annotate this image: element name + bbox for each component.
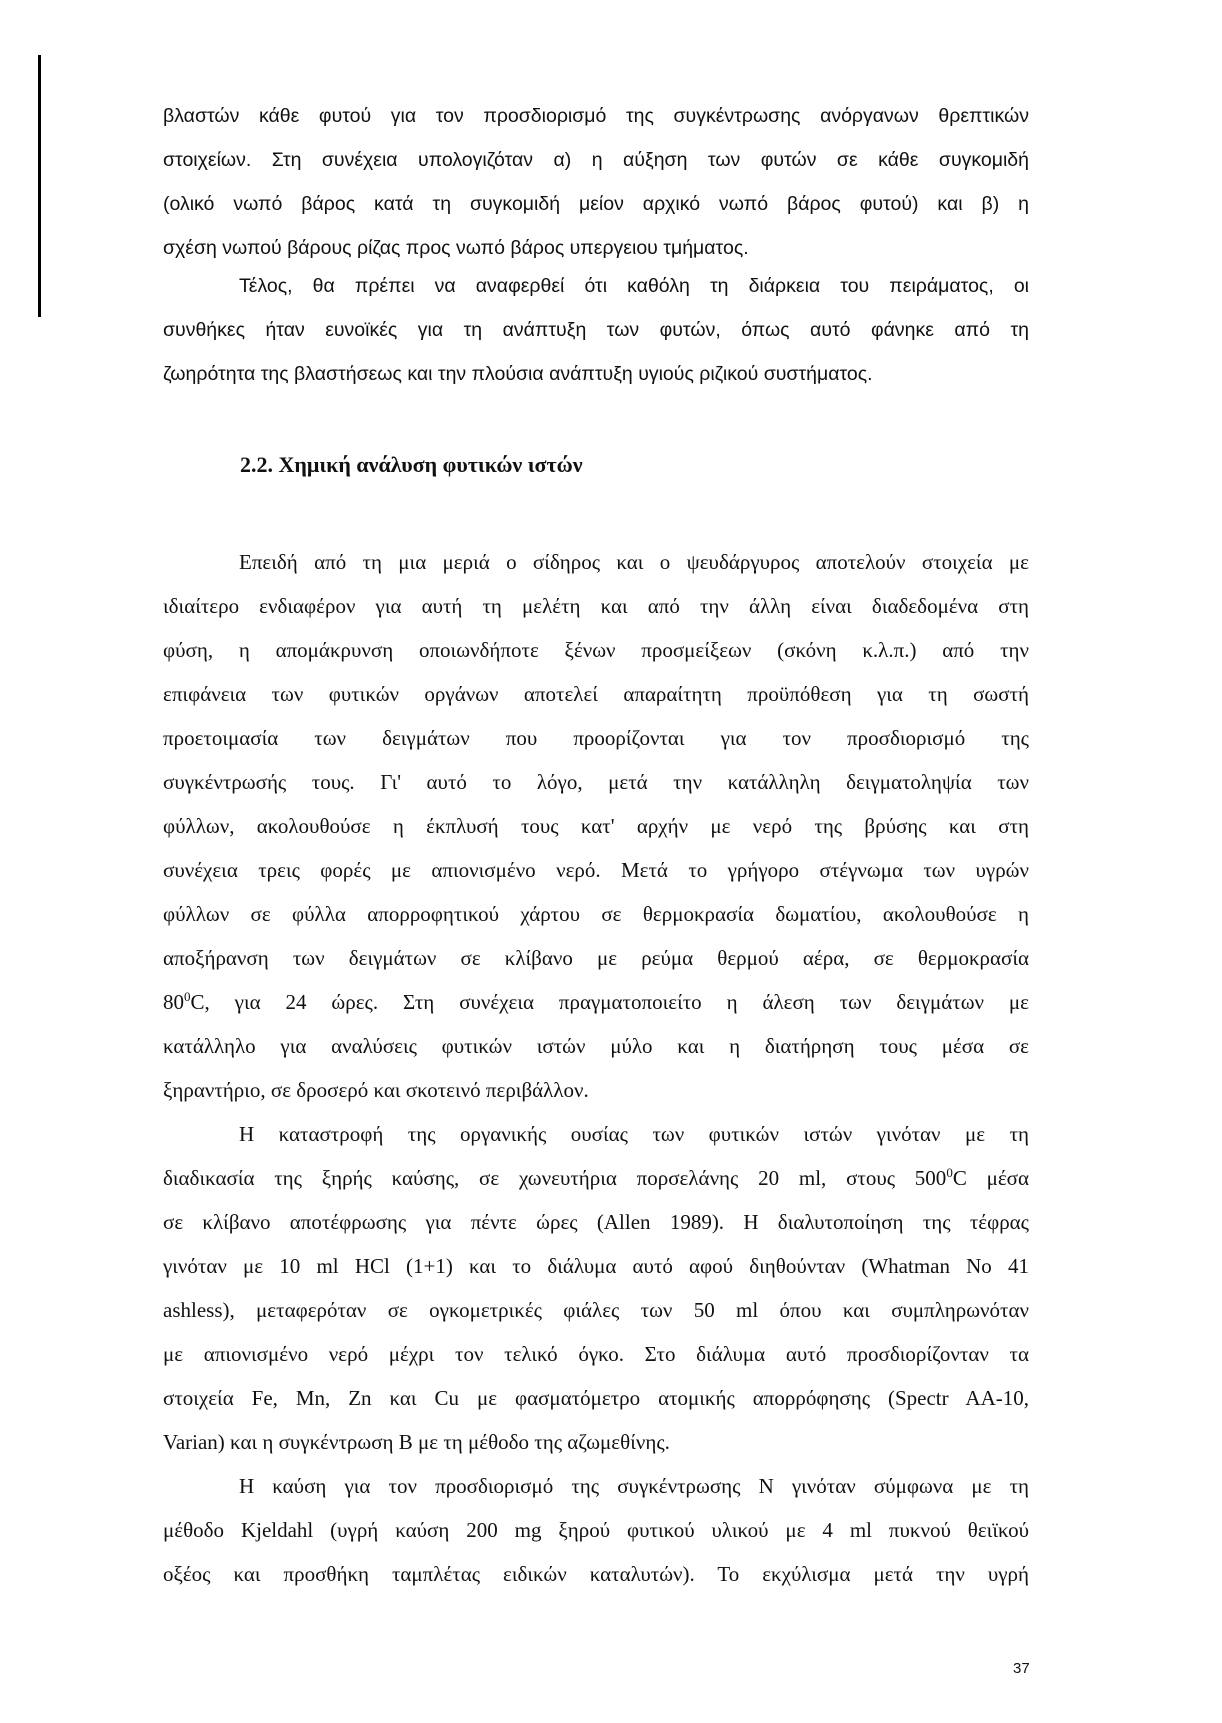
text-line: ιδιαίτερο ενδιαφέρον για αυτή τη μελέτη και από την άλλη είναι διαδεδομένα στη <box>163 594 1029 618</box>
text-line: στοιχεία Fe, Mn, Zn και Cu με φασματόμετρο ατομικής απορρόφησης (Spectr AA-10, <box>163 1386 1029 1410</box>
text-line: προετοιμασία των δειγμάτων που προορίζονται για τον προσδιορισμό της <box>163 726 1029 750</box>
text-line: συνέχεια τρεις φορές με απιονισμένο νερό. Μετά το γρήγορο στέγνωμα των υγρών <box>163 858 1029 882</box>
text-line: ashless), μεταφερόταν σε ογκομετρικές φιάλες των 50 ml όπου και συμπληρωνόταν <box>163 1298 1029 1322</box>
text-line: Varian) και η συγκέντρωση Β με τη μέθοδο της αζωμεθίνης. <box>163 1430 670 1454</box>
text-line <box>163 980 1029 1024</box>
text-line: σε κλίβανο αποτέφρωσης για πέντε ώρες (Allen 1989). Η διαλυτοποίηση της τέφρας <box>163 1210 1029 1234</box>
text-line: οξέος και προσθήκη ταμπλέτας ειδικών καταλυτών). Το εκχύλισμα μετά την υγρή <box>163 1562 1029 1586</box>
text-line: (ολικό νωπό βάρος κατά τη συγκομιδή μείον αρχικό νωπό βάρος φυτού) και β) η <box>163 193 1029 215</box>
text-line: φύλλων σε φύλλα απορροφητικού χάρτου σε θερμοκρασία δωματίου, ακολουθούσε η <box>163 902 1029 926</box>
text-line: Η καταστροφή της οργανικής ουσίας των φυτικών ιστών γινόταν με τη <box>239 1122 1029 1146</box>
text-line: ζωηρότητα της βλαστήσεως και την πλούσια ανάπτυξη υγιούς ριζικού συστήματος. <box>163 363 873 385</box>
section-heading: 2.2. Χημική ανάλυση φυτικών ιστών <box>240 452 583 477</box>
text-line: φύλλων, ακολουθούσε η έκπλυσή τους κατ' αρχήν με νερό της βρύσης και στη <box>163 814 1029 838</box>
text-line: μέθοδο Kjeldahl (υγρή καύση 200 mg ξηρού φυτικού υλικού με 4 ml πυκνού θειϊκού <box>163 1518 1029 1542</box>
text-line: στοιχείων. Στη συνέχεια υπολογιζόταν α) η αύξηση των φυτών σε κάθε συγκομιδή <box>163 149 1029 171</box>
text-line: σχέση νωπού βάρους ρίζας προς νωπό βάρος υπεργειου τμήματος. <box>163 237 749 259</box>
paragraph-conditions <box>163 264 1029 396</box>
text-line: γινόταν με 10 ml HCl (1+1) και το διάλυμα αυτό αφού διηθούνταν (Whatman No 41 <box>163 1254 1029 1278</box>
text-segment: C μέσα <box>952 1166 1029 1190</box>
temperature-value: 80 <box>163 990 184 1014</box>
text-line: αποξήρανση των δειγμάτων σε κλίβανο με ρεύμα θερμού αέρα, σε θερμοκρασία <box>163 946 1029 970</box>
text-line: συνθήκες ήταν ευνοϊκές για τη ανάπτυξη των φυτών, όπως αυτό φάνηκε από τη <box>163 319 1029 341</box>
text-line: βλαστών κάθε φυτού για τον προσδιορισμό της συγκέντρωσης ανόργανων θρεπτικών <box>163 105 1029 127</box>
text-line: Τέλος, θα πρέπει να αναφερθεί ότι καθόλη τη διάρκεια του πειράματος, οι <box>239 275 1029 297</box>
text-line: φύση, η απομάκρυνση οποιωνδήποτε ξένων προσμείξεων (σκόνη κ.λ.π.) από την <box>163 638 1029 662</box>
text-line: Η καύση για τον προσδιορισμό της συγκέντρωσης Ν γινόταν σύμφωνα με τη <box>239 1474 1029 1498</box>
text-line: Επειδή από τη μια μεριά ο σίδηρος και ο ψευδάργυρος αποτελούν στοιχεία με <box>239 550 1029 574</box>
text-line: κατάλληλο για αναλύσεις φυτικών ιστών μύλο και η διατήρηση τους μέσα σε <box>163 1034 1029 1058</box>
text-line: με απιονισμένο νερό μέχρι τον τελικό όγκο. Στο διάλυμα αυτό προσδιορίζονταν τα <box>163 1342 1029 1366</box>
degree-superscript: 0 <box>184 989 191 1004</box>
text-line: επιφάνεια των φυτικών οργάνων αποτελεί απαραίτητη προϋπόθεση για τη σωστή <box>163 682 1029 706</box>
text-segment: διαδικασία της ξηρής καύσης, σε χωνευτήρια πορσελάνης 20 ml, στους 500 <box>163 1166 947 1190</box>
text-line <box>163 1156 1029 1200</box>
margin-bar <box>38 55 41 317</box>
degree-superscript: 0 <box>946 1165 953 1180</box>
text-segment: C, για 24 ώρες. Στη συνέχεια πραγματοποιείτο η άλεση των δειγμάτων με <box>190 990 1029 1014</box>
page-number: 37 <box>1013 1660 1030 1677</box>
text-line: συγκέντρωσής τους. Γι' αυτό το λόγο, μετά την κατάλληλη δειγματοληψία των <box>163 770 1029 794</box>
paragraph-continuation <box>163 94 1029 270</box>
text-line: ξηραντήριο, σε δροσερό και σκοτεινό περιβάλλον. <box>163 1078 589 1102</box>
section-body <box>163 540 1029 1596</box>
